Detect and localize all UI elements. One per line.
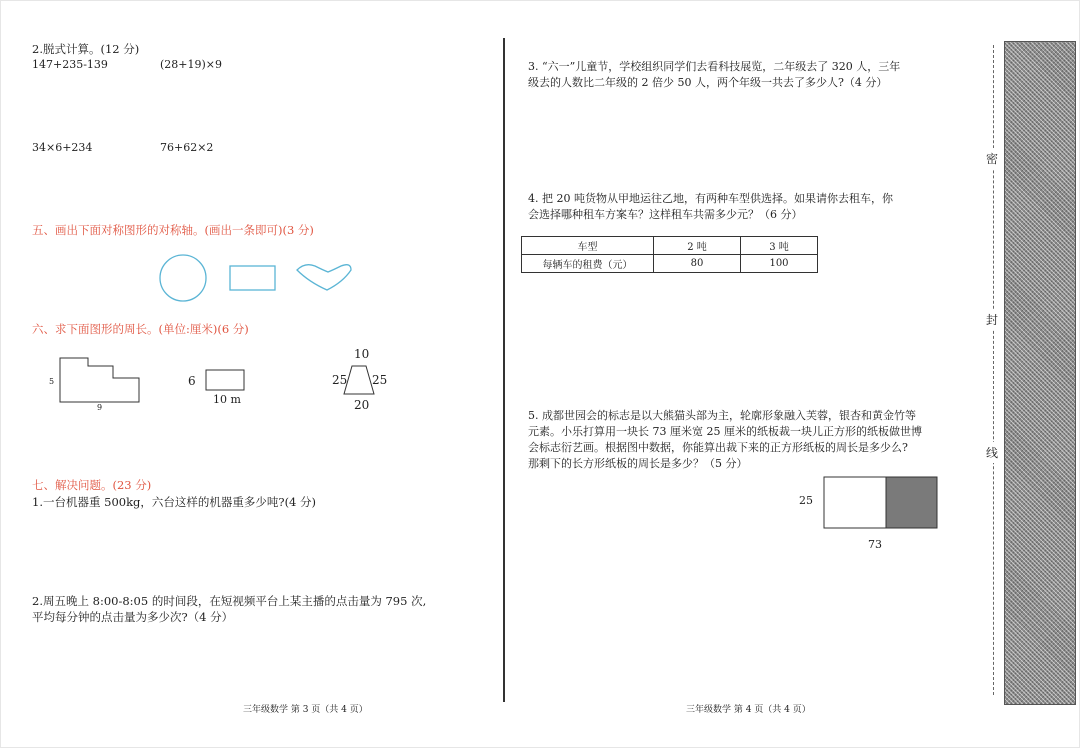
fig3-right-label: 25 [372,373,388,387]
section-5-heading: 五、画出下面对称图形的对称轴。(画出一条即可)(3 分) [32,223,314,237]
fig1-height-label: 5 [49,377,55,386]
q4-line2: 会选择哪种租车方案车？这样租车共需多少元？（6 分） [528,208,803,221]
paper-board-figure [823,476,939,530]
rental-table [521,236,818,273]
section-7-heading: 七、解决问题。(23 分) [32,478,152,492]
q5-line1: 5. 成都世园会的标志是以大熊猫头部为主，轮廓形象融入芙蓉，银杏和黄金竹等 [528,409,916,422]
page-divider [503,38,505,702]
circle-shape [160,255,206,301]
sec7-q2-line1: 2.周五晚上 8:00-8:05 的时间段，在短视频平台上某主播的点击量为 795 次, [32,594,427,608]
table-header-cell: 2 吨 [654,237,741,255]
heart-shape [297,265,351,290]
seal-dashed-line [993,45,994,695]
board-width-label: 73 [868,538,882,551]
table-row [522,237,818,255]
table-header-cell: 3 吨 [741,237,818,255]
q4-line1: 4. 把 20 吨货物从甲地运往乙地，有两种车型供选择。如果请你去租车，你 [528,192,893,205]
table-cell: 80 [654,255,741,273]
fig3-bottom-label: 20 [354,398,370,412]
seal-char-feng: 封 [986,309,998,330]
right-footer: 三年级数学 第 4 页（共 4 页） [686,705,811,715]
q5-line2: 元素。小乐打算用一块长 73 厘米宽 25 厘米的纸板裁一块儿正方形的纸板做世博 [528,425,922,438]
table-header-cell: 车型 [522,237,654,255]
expr-3: 34×6+234 [32,141,93,154]
sec7-q1: 1.一台机器重 500kg，六台这样的机器重多少吨?(4 分) [32,495,317,509]
seal-char-xian: 线 [986,442,998,463]
table-cell: 每辆车的租费（元） [522,255,654,273]
fig3-top-label: 10 [354,347,370,361]
fig2-height-label: 6 [188,374,196,388]
q3-line2: 级去的人数比二年级的 2 倍少 50 人，两个年级一共去了多少人?（4 分） [528,76,888,89]
cut-square [886,477,937,528]
section-6-heading: 六、求下面图形的周长。(单位:厘米)(6 分) [32,322,249,336]
trapezoid [344,366,374,394]
rectangle-shape [230,266,275,290]
sec7-q2-line2: 平均每分钟的点击量为多少次?（4 分） [32,610,234,624]
q5-line4: 那剩下的长方形纸板的周长是多少？（5 分） [528,457,748,470]
fig2-width-label: 10 m [213,393,241,406]
fig1-width-label: 9 [97,403,103,412]
left-footer: 三年级数学 第 3 页（共 4 页） [243,705,368,715]
expr-4: 76+62×2 [160,141,214,154]
table-cell: 100 [741,255,818,273]
q5-line3: 会标志衍艺画。根据图中数据，你能算出裁下来的正方形纸板的周长是多少么? [528,441,908,454]
seal-strip [1004,41,1076,705]
symmetric-shapes [155,252,355,304]
expr-1: 147+235-139 [32,58,108,71]
q3-line1: 3. “六一”儿童节，学校组织同学们去看科技展览，二年级去了 320 人，三年 [528,60,901,73]
step-shape [60,358,139,402]
small-rectangle [206,370,244,390]
fig3-left-label: 25 [332,373,348,387]
seal-char-mi: 密 [986,148,998,169]
table-row [522,255,818,273]
board-height-label: 25 [799,494,813,507]
q2-heading: 2.脱式计算。(12 分) [32,42,140,56]
expr-2: (28+19)×9 [160,58,223,71]
